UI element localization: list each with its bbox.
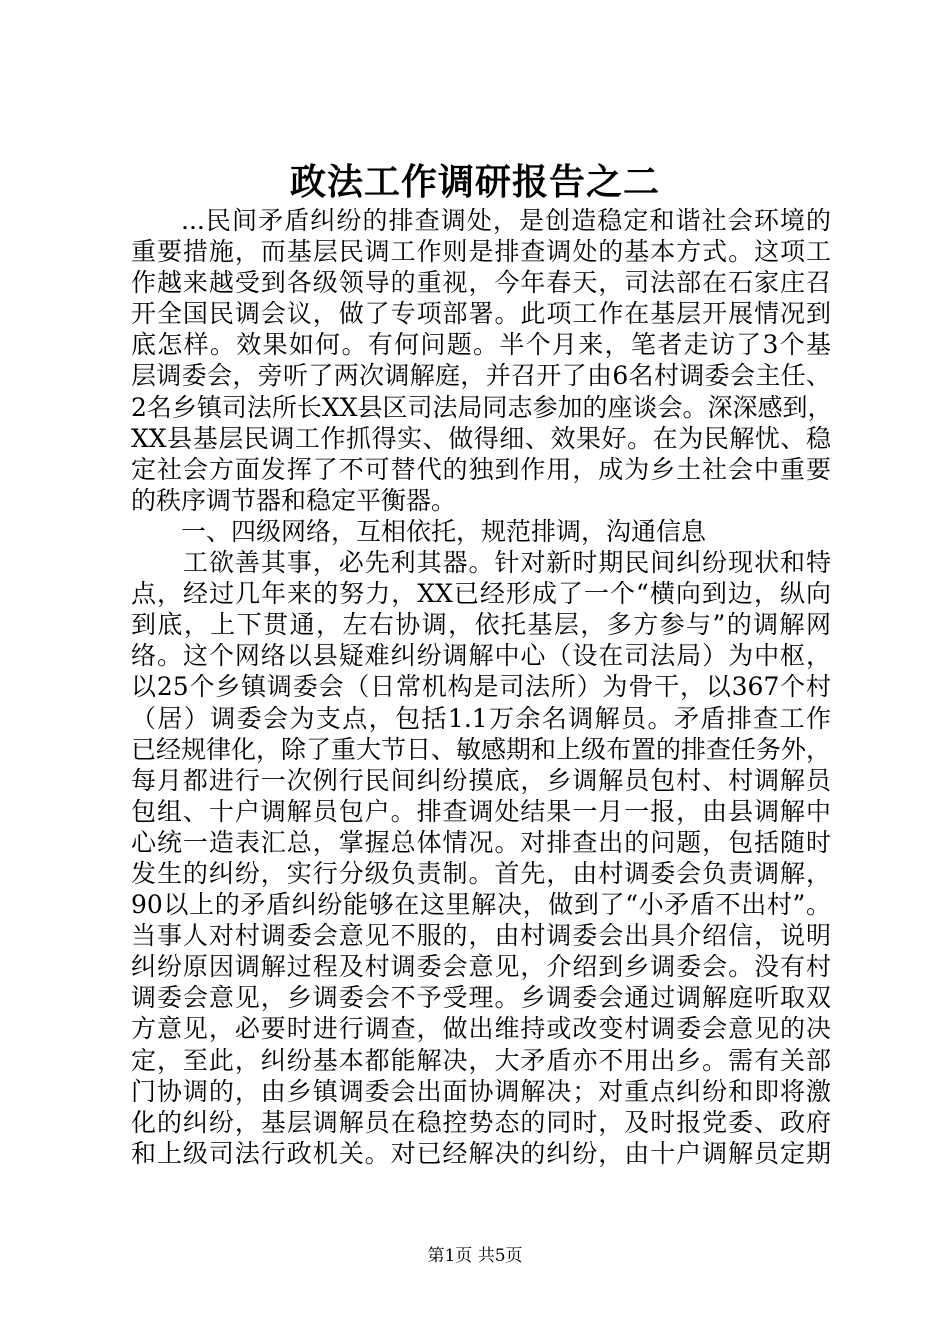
body-line: 2名乡镇司法所长XX县区司法局同志参加的座谈会。深深感到， — [131, 392, 833, 422]
body-line: 定社会方面发挥了不可替代的独到作用，成为乡土社会中重要 — [131, 454, 831, 484]
body-line: 发生的纠纷，实行分级负责制。首先，由村调委会负责调解， — [131, 858, 831, 888]
body-line: 90以上的矛盾纠纷能够在这里解决，做到了“小矛盾不出村”。 — [131, 890, 831, 920]
body-line: 的秩序调节器和稳定平衡器。 — [131, 485, 457, 515]
body-line: 包组、十户调解员包户。排查调处结果一月一报，由县调解中 — [131, 796, 831, 826]
body-line: 化的纠纷，基层调解员在稳控势态的同时，及时报党委、政府 — [131, 1107, 831, 1137]
body-line: 工欲善其事，必先利其器。针对新时期民间纠纷现状和特 — [183, 548, 831, 578]
body-line: 心统一造表汇总，掌握总体情况。对排查出的问题，包括随时 — [131, 827, 831, 857]
body-line: （居）调委会为支点，包括1.1万余名调解员。矛盾排查工作 — [131, 703, 831, 733]
body-line: 络。这个网络以县疑难纠纷调解中心（设在司法局）为中枢， — [131, 641, 831, 671]
body-line: 点，经过几年来的努力，XX已经形成了一个“横向到边，纵向 — [131, 579, 831, 609]
page-number: 第1页 共5页 — [427, 1246, 523, 1266]
body-line: 层调委会，旁听了两次调解庭，并召开了由6名村调委会主任、 — [131, 361, 831, 391]
body-line: 重要措施，而基层民调工作则是排查调处的基本方式。这项工 — [131, 237, 831, 267]
body-line: 到底，上下贯通，左右协调，依托基层，多方参与”的调解网 — [131, 610, 831, 640]
body-line: XX县基层民调工作抓得实、做得细、效果好。在为民解忧、稳 — [131, 423, 831, 453]
body-line: 以25个乡镇调委会（日常机构是司法所）为骨干，以367个村 — [131, 672, 831, 702]
body-line: 门协调的，由乡镇调委会出面协调解决；对重点纠纷和即将激 — [131, 1076, 831, 1106]
body-line: 每月都进行一次例行民间纠纷摸底，乡调解员包村、村调解员 — [131, 765, 831, 795]
document-body — [131, 205, 831, 1169]
body-line: 方意见，必要时进行调查，做出维持或改变村调委会意见的决 — [131, 1014, 831, 1044]
body-line: 和上级司法行政机关。对已经解决的纠纷，由十户调解员定期 — [131, 1138, 831, 1168]
body-line: 开全国民调会议，做了专项部署。此项工作在基层开展情况到 — [131, 299, 831, 329]
body-line: 当事人对村调委会意见不服的，由村调委会出具介绍信，说明 — [131, 921, 831, 951]
section-heading: 一、四级网络，互相依托，规范排调，沟通信息 — [181, 516, 707, 546]
body-line: ...民间矛盾纠纷的排查调处，是创造稳定和谐社会环境的 — [181, 206, 831, 235]
body-line: 纠纷原因调解过程及村调委会意见，介绍到乡调委会。没有村 — [131, 952, 831, 982]
body-line: 底怎样。效果如何。有何问题。半个月来，笔者走访了3个基 — [131, 330, 831, 360]
body-line: 已经规律化，除了重大节日、敏感期和上级布置的排查任务外， — [131, 734, 832, 764]
body-line: 定，至此，纠纷基本都能解决，大矛盾亦不用出乡。需有关部 — [131, 1045, 831, 1075]
body-line: 作越来越受到各级领导的重视，今年春天，司法部在石家庄召 — [131, 268, 831, 298]
body-line: 调委会意见，乡调委会不予受理。乡调委会通过调解庭听取双 — [131, 983, 831, 1013]
document-title: 政法工作调研报告之二 — [289, 161, 660, 203]
